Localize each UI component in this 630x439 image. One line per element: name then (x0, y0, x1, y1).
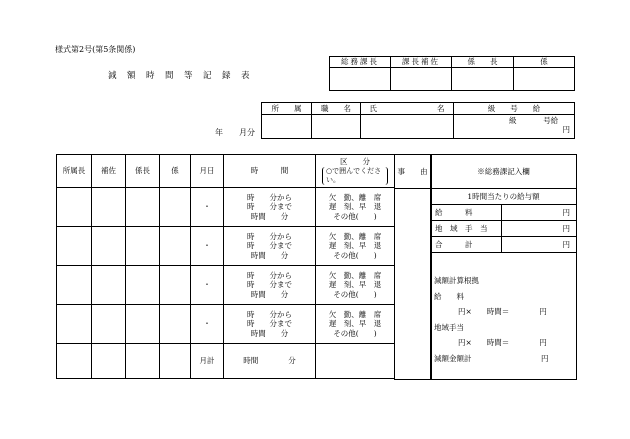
row2-kubun-2: 遅 刻、早 退 (328, 241, 382, 251)
basis-chiiki-label: 地域手当 (434, 322, 464, 332)
header-date: 月日 (191, 155, 224, 188)
total-shozokucho[interactable] (57, 344, 92, 379)
monthly-total-label: 月計 (191, 344, 224, 379)
form-label: 様式第2号(第5条関係) (55, 45, 136, 54)
row3-time-from: 時 分から (247, 270, 292, 280)
row1-time[interactable] (224, 188, 316, 227)
basis-block (434, 273, 574, 366)
row4-date[interactable]: ・ (191, 305, 224, 344)
row4-time-to: 時 分まで (247, 319, 292, 329)
hourly-kyuryo-yen[interactable]: 円 (502, 205, 577, 221)
kubun-note: ○で囲んでください。 (322, 167, 388, 185)
approval-header-hosa: 課長補佐 (391, 57, 452, 68)
employee-header-kyugo: 級 号 給 (454, 103, 575, 115)
hourly-gokei-label: 合 計 (431, 237, 502, 253)
row1-hosa[interactable] (92, 188, 126, 227)
header-kubun (316, 155, 395, 188)
approval-stamp-2[interactable] (391, 68, 452, 91)
row1-kakaricho[interactable] (126, 188, 160, 227)
basis-total-label: 減額金額計 (434, 353, 472, 363)
total-kakari[interactable] (160, 344, 191, 379)
header-shozokucho: 所属長 (57, 155, 92, 188)
basis-kyuryo-label: 給 料 (434, 291, 464, 301)
row1-kakari[interactable] (160, 188, 191, 227)
header-reason: 事 由 (394, 155, 431, 189)
kyugo-yen-label: 円 (562, 125, 570, 135)
monthly-total-value[interactable]: 時間 分 (224, 344, 316, 379)
kubun-label: 区 分 (340, 157, 370, 167)
header-time: 時 間 (224, 155, 316, 188)
row4-kakaricho[interactable] (126, 305, 160, 344)
row1-date[interactable]: ・ (191, 188, 224, 227)
row2-time-to: 時 分まで (247, 241, 292, 251)
row4-kubun-1: 欠 勤、離 席 (328, 309, 382, 319)
employee-header-shokumei: 職 名 (312, 103, 361, 115)
row4-kubun-2: 遅 刻、早 退 (328, 319, 382, 329)
row2-hosa[interactable] (92, 227, 126, 266)
row1-kubun-2: 遅 刻、早 退 (328, 202, 382, 212)
hourly-chiiki-label: 地 域 手 当 (431, 221, 502, 237)
year-month-label: 年 月分 (215, 128, 255, 137)
employee-header-shozoku: 所 属 (262, 103, 312, 115)
row2-kubun[interactable] (316, 227, 395, 266)
employee-kyugo-value[interactable] (454, 115, 575, 139)
total-hosa[interactable] (92, 344, 126, 379)
row3-hosa[interactable] (92, 266, 126, 305)
row4-kakari[interactable] (160, 305, 191, 344)
approval-stamp-4[interactable] (514, 68, 575, 91)
reason-column (394, 154, 432, 380)
hourly-title: 1時間当たりの給与額 (431, 189, 577, 205)
basis-chiiki-calc[interactable]: 円× 時間＝ 円 (458, 338, 547, 347)
row4-hosa[interactable] (92, 305, 126, 344)
row3-kubun-3: その他( ) (333, 289, 377, 299)
row1-time-from: 時 分から (247, 192, 292, 202)
row1-time-to: 時 分まで (247, 202, 292, 212)
hourly-chiiki-yen[interactable]: 円 (502, 221, 577, 237)
basis-total-row (434, 351, 574, 367)
total-kubun (316, 344, 395, 379)
row3-date[interactable]: ・ (191, 266, 224, 305)
row2-time-duration: 時間 分 (250, 250, 289, 260)
hourly-kyuryo-label: 給 料 (431, 205, 502, 221)
row4-kubun-3: その他( ) (333, 328, 377, 338)
basis-title: 減額計算根拠 (434, 276, 479, 285)
row2-time-from: 時 分から (247, 231, 292, 241)
approval-table (329, 56, 575, 91)
row4-time[interactable] (224, 305, 316, 344)
employee-shokumei-value[interactable] (312, 115, 361, 139)
kyu-label: 級 (509, 116, 517, 125)
row3-shozokucho[interactable] (57, 266, 92, 305)
record-table (56, 154, 395, 379)
employee-table (261, 102, 575, 139)
employee-shimei-value[interactable] (361, 115, 454, 139)
row2-kubun-3: その他( ) (333, 250, 377, 260)
approval-stamp-3[interactable] (452, 68, 514, 91)
row4-time-from: 時 分から (247, 309, 292, 319)
row2-kakari[interactable] (160, 227, 191, 266)
document-title: 減 額 時 間 等 記 録 表 (108, 71, 251, 81)
row2-time[interactable] (224, 227, 316, 266)
row3-kubun-2: 遅 刻、早 退 (328, 280, 382, 290)
row2-kakaricho[interactable] (126, 227, 160, 266)
reason-field[interactable] (394, 189, 431, 379)
row4-kubun[interactable] (316, 305, 395, 344)
go-label: 号給 (543, 116, 559, 125)
row3-kubun-1: 欠 勤、離 席 (328, 270, 382, 280)
header-kakaricho: 係長 (126, 155, 160, 188)
row3-kakari[interactable] (160, 266, 191, 305)
employee-header-shimei: 氏 名 (361, 103, 454, 115)
row4-time-duration: 時間 分 (250, 328, 289, 338)
approval-stamp-1[interactable] (330, 68, 391, 91)
row2-date[interactable]: ・ (191, 227, 224, 266)
row2-kubun-1: 欠 勤、離 席 (328, 231, 382, 241)
approval-header-kakari: 係 (514, 57, 575, 68)
approval-header-soumu: 総務課長 (330, 57, 391, 68)
employee-shozoku-value[interactable] (262, 115, 312, 139)
row3-kubun[interactable] (316, 266, 395, 305)
header-kakari: 係 (160, 155, 191, 188)
row3-time-to: 時 分まで (247, 280, 292, 290)
total-kakaricho[interactable] (126, 344, 160, 379)
header-soumu-note: ※総務課記入欄 (431, 155, 576, 189)
row1-shozokucho[interactable] (57, 188, 92, 227)
row1-kubun[interactable] (316, 188, 395, 227)
hourly-gokei-yen[interactable]: 円 (502, 237, 577, 253)
row1-time-duration: 時間 分 (250, 211, 289, 221)
row3-kakaricho[interactable] (126, 266, 160, 305)
basis-total-yen[interactable]: 円 (541, 353, 549, 363)
row3-time[interactable] (224, 266, 316, 305)
row3-time-duration: 時間 分 (250, 289, 289, 299)
header-hosa: 補佐 (92, 155, 126, 188)
approval-header-kakaricho: 係 長 (452, 57, 514, 68)
row1-kubun-3: その他( ) (333, 211, 377, 221)
row4-shozokucho[interactable] (57, 305, 92, 344)
row2-shozokucho[interactable] (57, 227, 92, 266)
basis-kyuryo-calc[interactable]: 円× 時間＝ 円 (458, 307, 547, 316)
row1-kubun-1: 欠 勤、離 席 (328, 192, 382, 202)
hourly-salary-table (430, 188, 577, 253)
